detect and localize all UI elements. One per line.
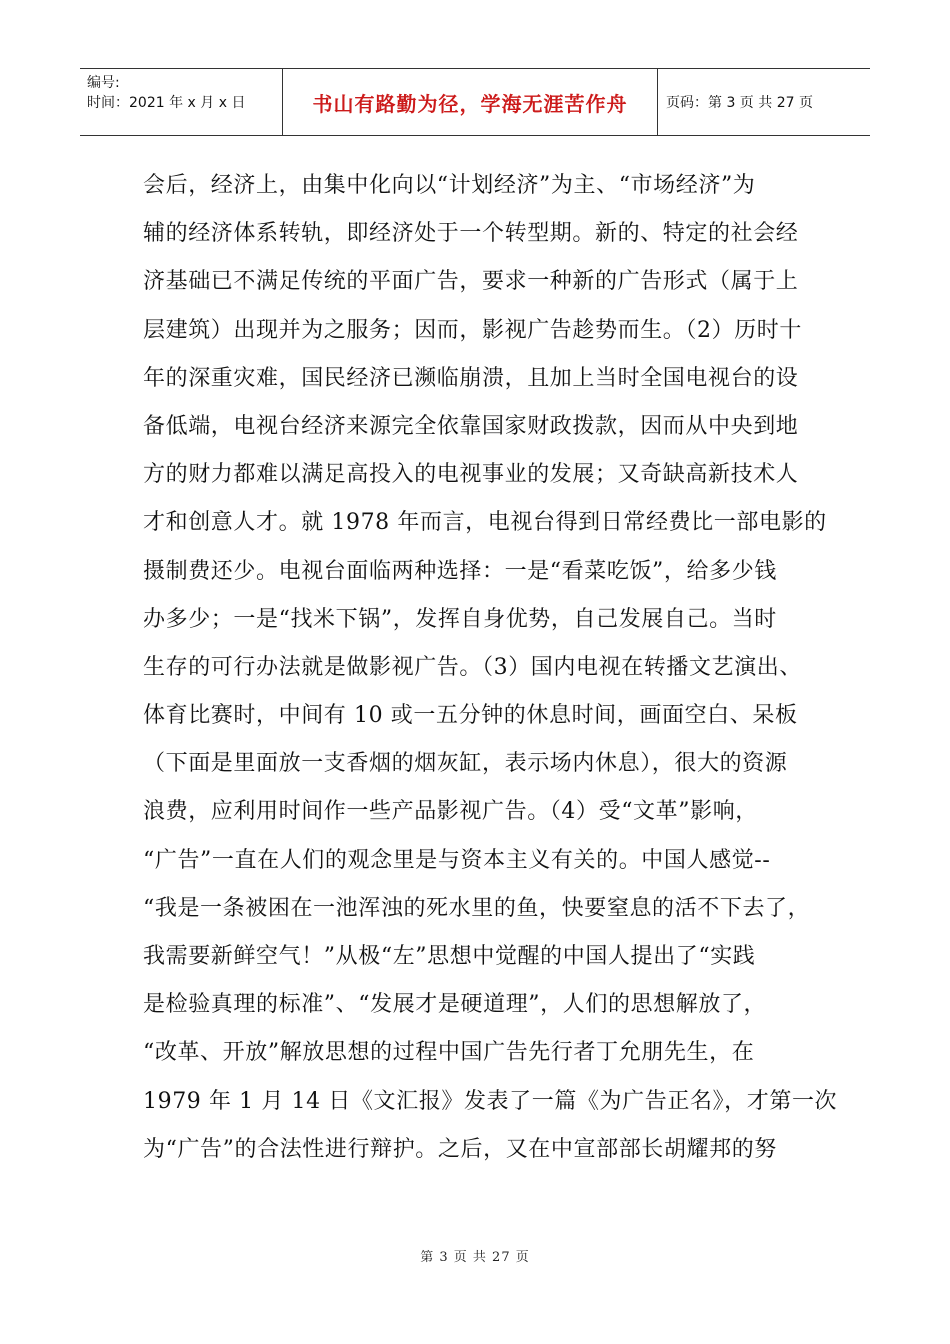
text-line: 才和创意人才。就 1978 年而言，电视台得到日常经费比一部电影的 bbox=[143, 510, 827, 536]
header-motto: 书山有路勤为径，学海无涯苦作舟 bbox=[283, 69, 658, 135]
text-line: 年的深重灾难，国民经济已濒临崩溃，且加上当时全国电视台的设 bbox=[143, 365, 799, 391]
date-label: 时间：2021 年 x 月 x 日 bbox=[87, 95, 246, 111]
body-paragraph bbox=[143, 162, 838, 1174]
text-line: “我是一条被困在一池浑浊的死水里的鱼，快要窒息的活不下去了， bbox=[143, 895, 811, 921]
text-line: “广告”一直在人们的观念里是与资本主义有关的。中国人感觉-- bbox=[143, 847, 771, 873]
page-footer: 第 3 页 共 27 页 bbox=[420, 1250, 530, 1265]
document-header bbox=[80, 68, 870, 136]
text-line: 备低端，电视台经济来源完全依靠国家财政拨款，因而从中央到地 bbox=[143, 413, 799, 439]
text-line: 为“广告”的合法性进行辩护。之后，又在中宣部部长胡耀邦的努 bbox=[143, 1136, 777, 1162]
text-line: 我需要新鲜空气！”从极“左”思想中觉醒的中国人提出了“实践 bbox=[143, 944, 756, 969]
text-line: “改革、开放”解放思想的过程中国广告先行者丁允朋先生，在 bbox=[143, 1040, 755, 1066]
header-meta-cell bbox=[80, 69, 283, 135]
text-line: 浪费，应利用时间作一些产品影视广告。（4）受“文革”影响， bbox=[143, 799, 758, 825]
text-line: 摄制费还少。电视台面临两种选择：一是“看菜吃饭”，给多少钱 bbox=[143, 558, 777, 584]
text-line: 会后，经济上，由集中化向以“计划经济”为主、“市场经济”为 bbox=[143, 173, 756, 198]
text-line: 是检验真理的标准”、“发展才是硬道理”，人们的思想解放了， bbox=[143, 992, 767, 1018]
text-line: 体育比赛时，中间有 10 或一五分钟的休息时间，画面空白、呆板 bbox=[143, 703, 798, 729]
text-line: 层建筑）出现并为之服务；因而，影视广告趁势而生。（2）历时十 bbox=[143, 317, 802, 343]
header-page-info: 页码：第 3 页 共 27 页 bbox=[666, 95, 813, 111]
text-line: 辅的经济体系转轨，即经济处于一个转型期。新的、特定的社会经 bbox=[143, 221, 799, 247]
text-line: （下面是里面放一支香烟的烟灰缸，表示场内休息），很大的资源 bbox=[143, 751, 788, 777]
text-line: 办多少；一是“找米下锅”，发挥自身优势，自己发展自己。当时 bbox=[143, 606, 777, 632]
text-line: 1979 年 1 月 14 日《文汇报》发表了一篇《为广告正名》，才第一次 bbox=[143, 1088, 838, 1114]
text-line: 方的财力都难以满足高投入的电视事业的发展；又奇缺高新技术人 bbox=[143, 462, 799, 488]
text-line: 济基础已不满足传统的平面广告，要求一种新的广告形式（属于上 bbox=[143, 269, 799, 295]
number-label: 编号: bbox=[87, 75, 120, 91]
text-line: 生存的可行办法就是做影视广告。（3）国内电视在转播文艺演出、 bbox=[143, 654, 802, 680]
